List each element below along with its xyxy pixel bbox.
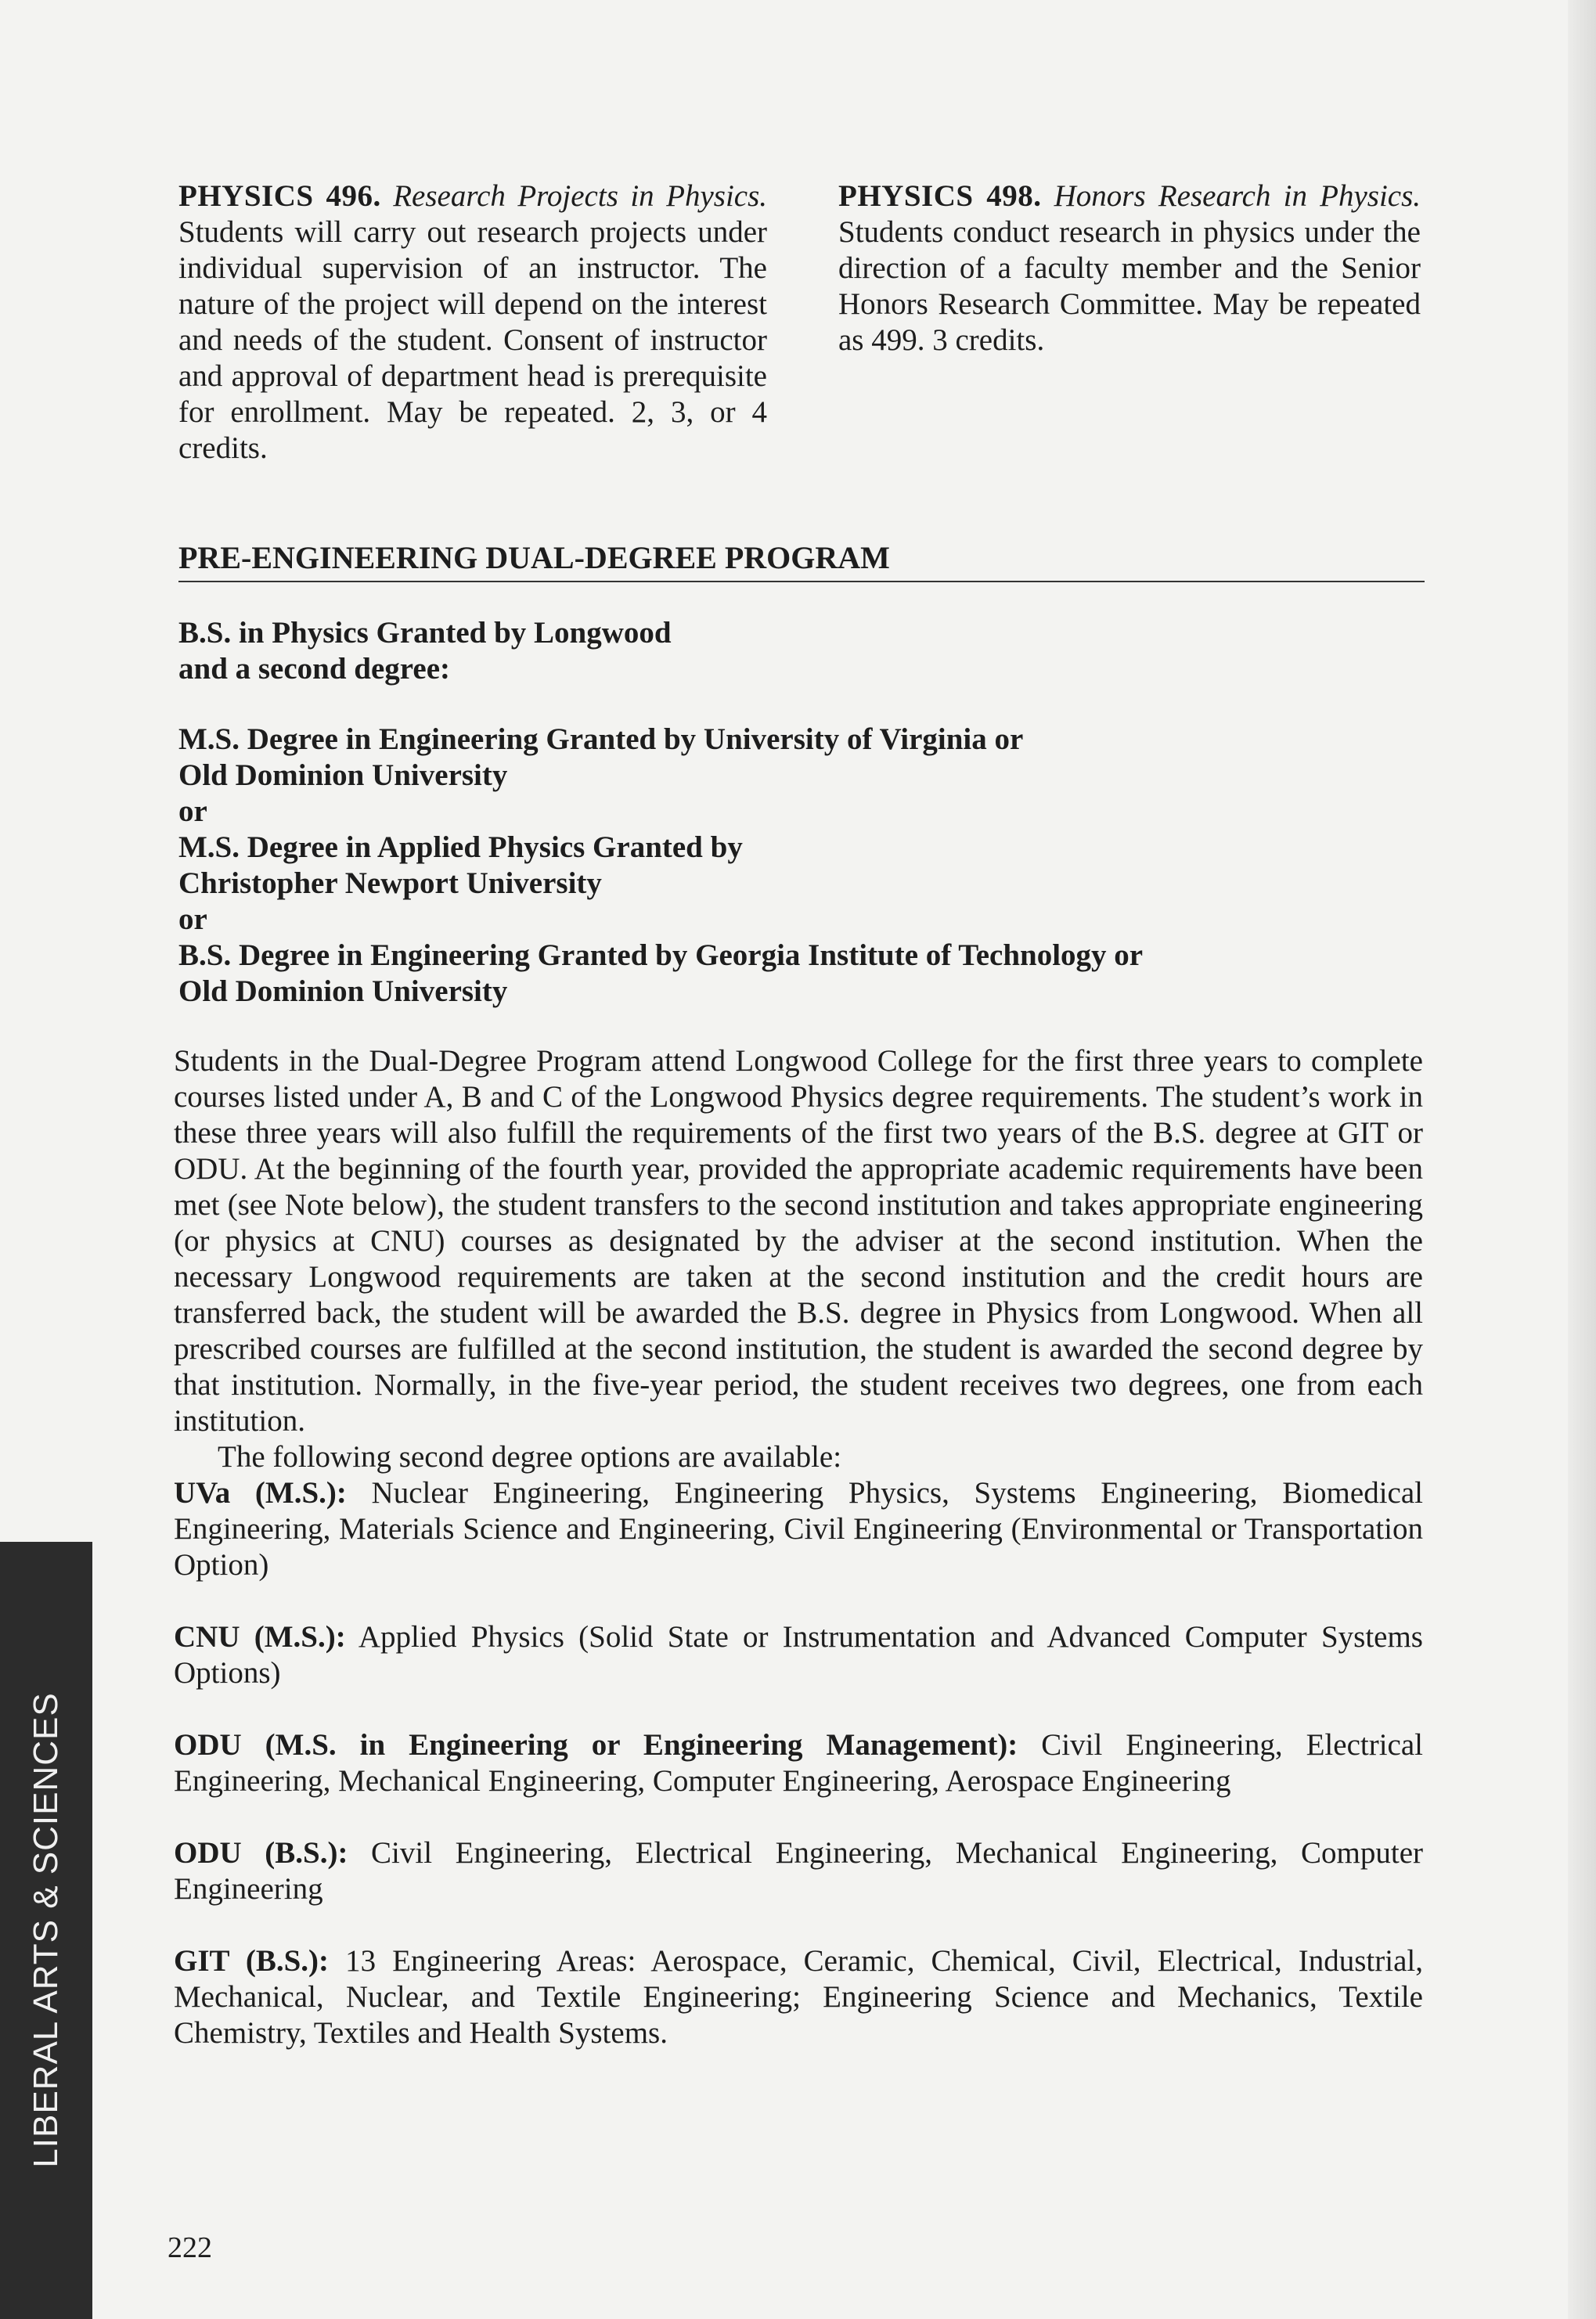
spacer — [174, 1907, 1423, 1943]
course-physics-496 — [178, 178, 767, 466]
second-degree-line: B.S. Degree in Engineering Granted by Georgia Institute of Technology or — [178, 938, 1144, 972]
spacer — [174, 1583, 1423, 1619]
course-description: Students conduct research in physics under the direction of a faculty member and the Senior Honors Research Committee. May be repeated as 499. 3 credits. — [838, 215, 1421, 357]
option-text: Nuclear Engineering, Engineering Physics, Systems Engineering, Biomedical Engineering, Materials Science and Engineering, Civil Engineering (Environmental or Transportation Option) — [174, 1476, 1423, 1582]
or-separator: or — [178, 794, 207, 828]
second-degree-line: Christopher Newport University — [178, 866, 602, 900]
option-git — [174, 1943, 1423, 2051]
course-code: PHYSICS 496. — [178, 179, 381, 213]
second-degree-line: M.S. Degree in Applied Physics Granted by — [178, 830, 743, 864]
program-description — [174, 1043, 1423, 2051]
course-title: Honors Research in Physics. — [1054, 179, 1421, 213]
option-cnu — [174, 1619, 1423, 1691]
course-physics-498 — [838, 178, 1421, 358]
second-degree-line: M.S. Degree in Engineering Granted by University of Virginia or — [178, 722, 1024, 756]
options-intro: The following second degree options are available: — [218, 1440, 842, 1474]
option-label: ODU (M.S. in Engineering or Engineering Management): — [174, 1728, 1018, 1762]
page-number: 222 — [168, 2231, 212, 2264]
option-odu-ms — [174, 1727, 1423, 1799]
second-degree-line: Old Dominion University — [178, 974, 508, 1008]
section-side-tab — [0, 1542, 92, 2319]
course-description: Students will carry out research projects under individual supervision of an instructor. The nature of the project will depend on the interest and needs of the student. Consent of instructor and approval of department head is prerequisite for enrollment. May be repeated. 2, 3, or 4 credits. — [178, 215, 767, 465]
option-label: CNU (M.S.): — [174, 1620, 346, 1654]
option-label: UVa (M.S.): — [174, 1476, 347, 1510]
option-text: 13 Engineering Areas: Aerospace, Ceramic, Chemical, Civil, Electrical, Industrial, Mechanical, Nuclear, and Textile Engineering; Engineering Science and Mechanics, Textile Chemistry, Textiles and Health Systems. — [174, 1944, 1423, 2050]
degree-intro-line: B.S. in Physics Granted by Longwood — [178, 616, 672, 650]
second-degree-list — [178, 722, 1431, 1010]
second-degree-line: Old Dominion University — [178, 758, 508, 792]
option-uva — [174, 1475, 1423, 1583]
option-label: ODU (B.S.): — [174, 1836, 348, 1870]
side-tab-label: LIBERAL ARTS & SCIENCES — [27, 1692, 65, 2168]
course-code: PHYSICS 498. — [838, 179, 1042, 213]
or-separator: or — [178, 902, 207, 936]
option-text: Civil Engineering, Electrical Engineering, Mechanical Engineering, Computer Engineering, Aerospace Engineering — [174, 1728, 1424, 1798]
page-edge-shadow — [1568, 0, 1596, 2319]
degree-intro-line: and a second degree: — [178, 652, 451, 686]
spacer — [174, 1799, 1423, 1835]
option-text: Applied Physics (Solid State or Instrumentation and Advanced Computer Systems Options) — [174, 1620, 1423, 1690]
spacer — [174, 1691, 1423, 1727]
option-label: GIT (B.S.): — [174, 1944, 330, 1978]
section-heading: PRE-ENGINEERING DUAL-DEGREE PROGRAM — [178, 538, 1425, 582]
degree-intro — [178, 615, 1118, 687]
option-text: Civil Engineering, Electrical Engineering, Mechanical Engineering, Computer Engineering — [174, 1836, 1423, 1906]
program-paragraph: Students in the Dual-Degree Program attend Longwood College for the first three years to complete courses listed under A, B and C of the Longwood Physics degree requirements. The student’s work in these three years will also fulfill the requirements of the first two years of the B.S. degree at GIT or ODU. At the beginning of the fourth year, provided the appropriate academic requirements have been met (see Note below), the student transfers to the second institution and takes appropriate engineering (or physics at CNU) courses as designated by the adviser at the second institution. When the necessary Longwood requirements are taken at the second institution and the credit hours are transferred back, the student will be awarded the B.S. degree in Physics from Longwood. When all prescribed courses are fulfilled at the second institution, the student is awarded the second degree by that institution. Normally, in the five-year period, the student receives two degrees, one from each institution. — [174, 1044, 1423, 1438]
option-odu-bs — [174, 1835, 1423, 1907]
course-title: Research Projects in Physics. — [393, 179, 768, 213]
